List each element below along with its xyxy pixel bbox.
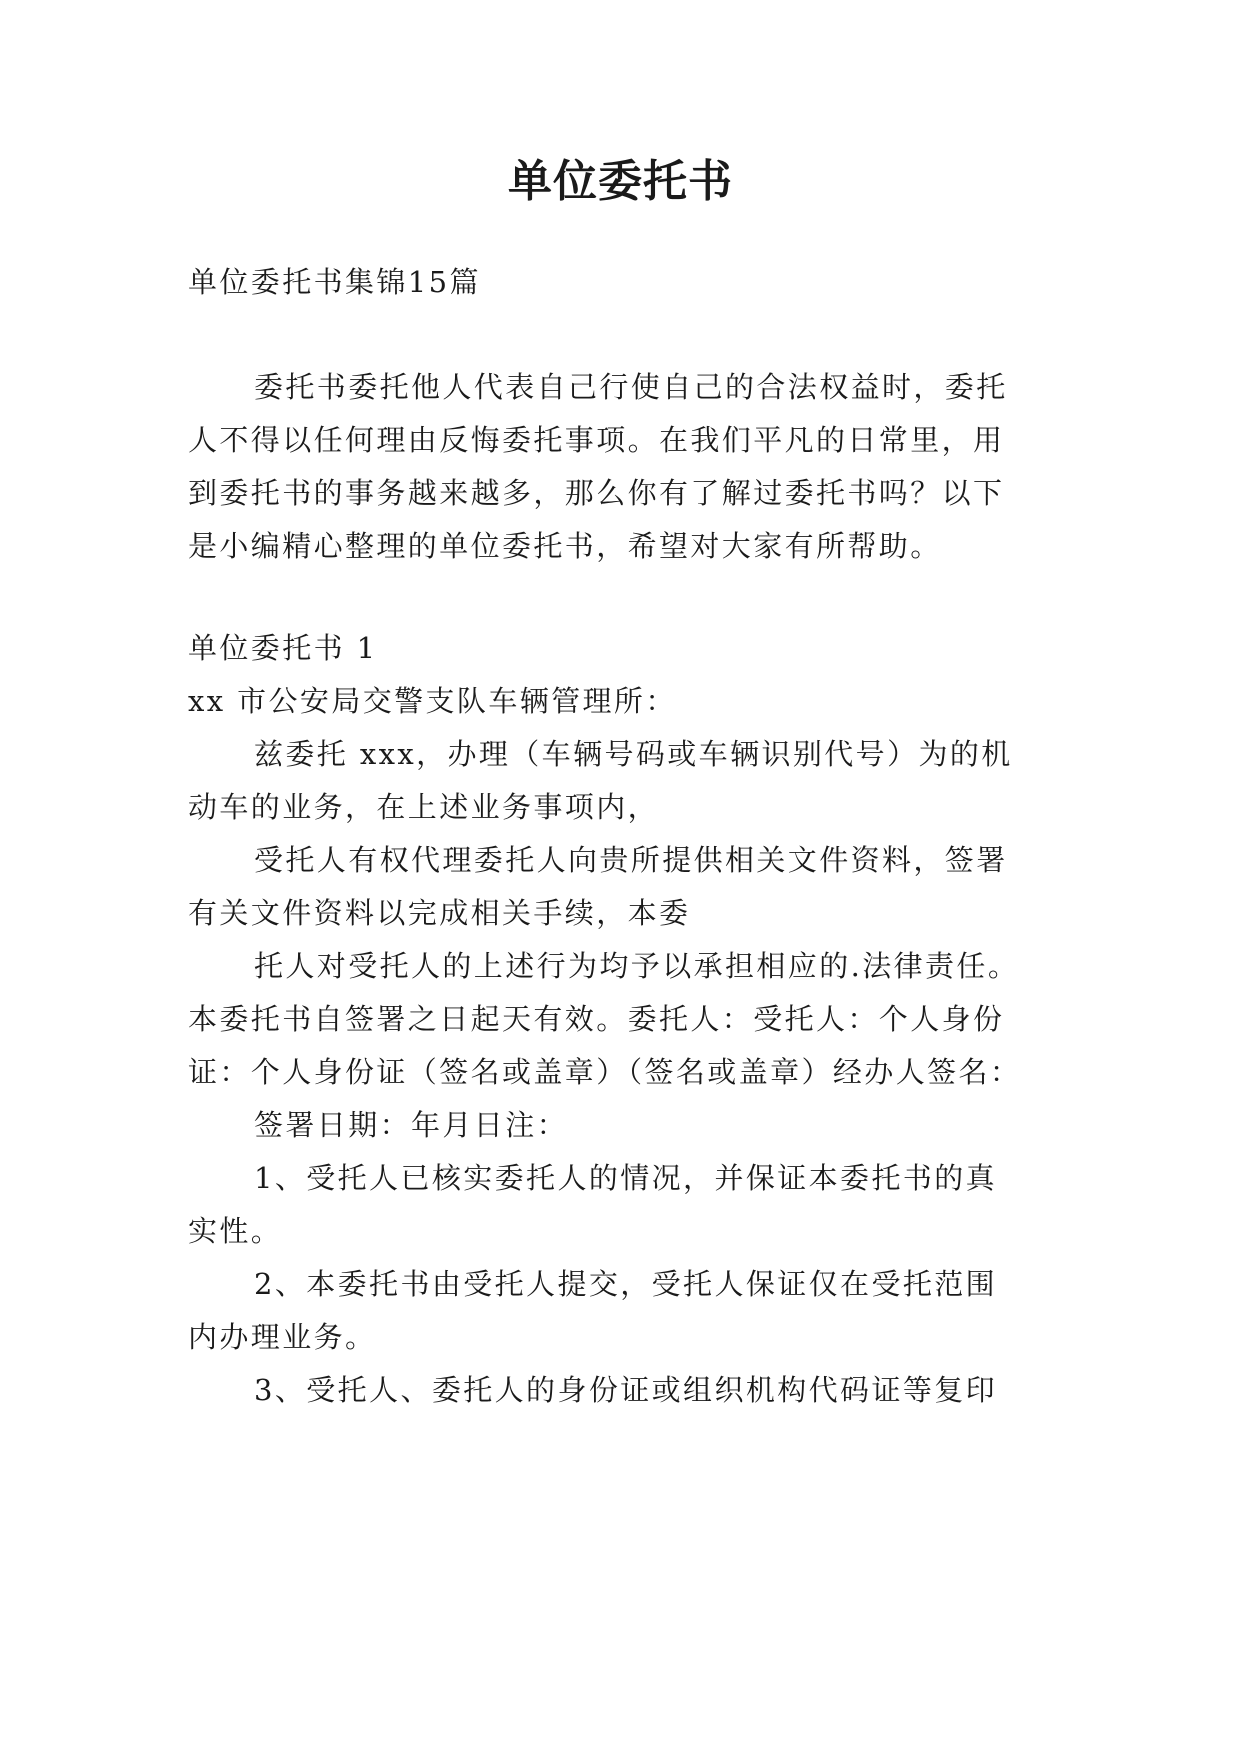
body-line: 本委托书自签署之日起天有效。委托人：受托人：个人身份 [188, 1002, 1005, 1036]
addressee: xx 市公安局交警支队车辆管理所： [188, 684, 677, 718]
intro-line: 人不得以任何理由反悔委托事项。在我们平凡的日常里，用 [188, 423, 1005, 457]
body-line: 3、受托人、委托人的身份证或组织机构代码证等复印 [254, 1373, 998, 1407]
body-line: 动车的业务，在上述业务事项内， [188, 790, 660, 824]
body-line: 受托人有权代理委托人向贵所提供相关文件资料，签署 [254, 843, 1008, 877]
body-line: 2、本委托书由受托人提交，受托人保证仅在受托范围 [254, 1267, 998, 1301]
intro-line: 到委托书的事务越来越多，那么你有了解过委托书吗？以下 [188, 476, 1005, 510]
body-line: 1、受托人已核实委托人的情况，并保证本委托书的真 [254, 1161, 998, 1195]
body-line: 有关文件资料以完成相关手续，本委 [188, 896, 691, 930]
body-line: 实性。 [188, 1214, 283, 1248]
document-subtitle: 单位委托书集锦15篇 [188, 265, 481, 299]
body-line: 兹委托 xxx，办理（车辆号码或车辆识别代号）为的机 [254, 737, 1013, 771]
body-line: 内办理业务。 [188, 1320, 377, 1354]
body-line: 证：个人身份证（签名或盖章）（签名或盖章）经办人签名： [188, 1055, 1022, 1089]
document-title: 单位委托书 [508, 156, 733, 207]
intro-line: 是小编精心整理的单位委托书，希望对大家有所帮助。 [188, 529, 942, 563]
intro-line: 委托书委托他人代表自己行使自己的合法权益时，委托 [254, 370, 1008, 404]
body-line: 托人对受托人的上述行为均予以承担相应的.法律责任。 [254, 949, 1020, 983]
body-line: 签署日期：年月日注： [254, 1108, 569, 1142]
section-heading: 单位委托书 1 [188, 631, 378, 665]
